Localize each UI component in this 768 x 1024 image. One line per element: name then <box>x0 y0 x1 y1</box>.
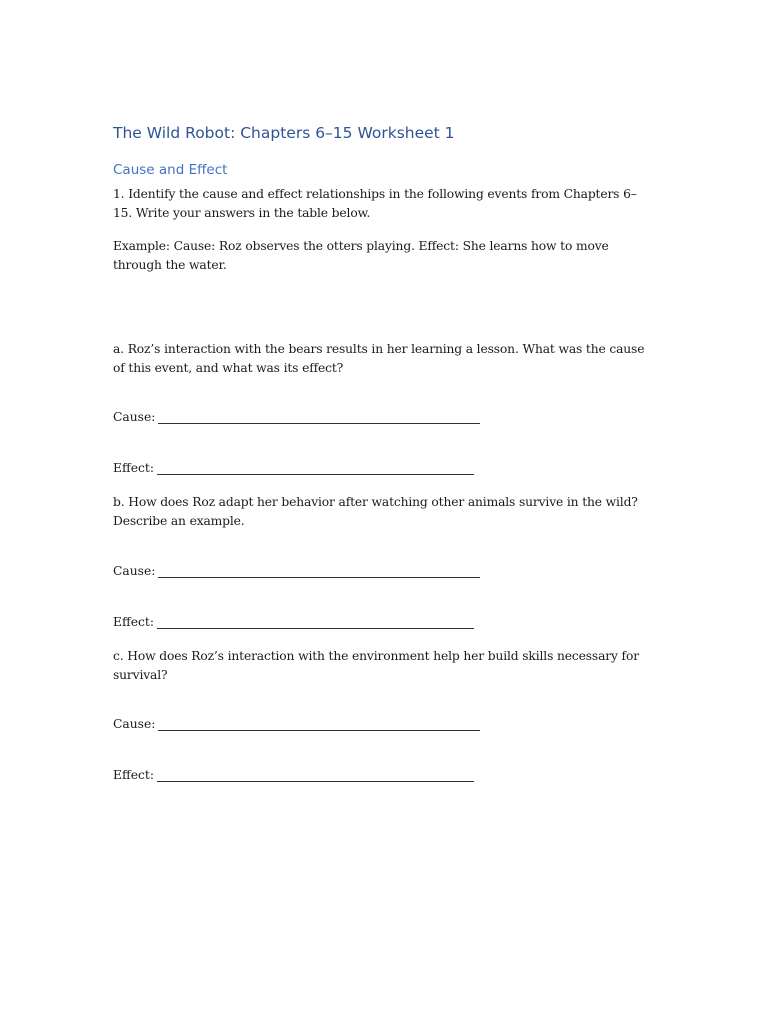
effect-label: Effect: <box>113 461 154 475</box>
question-a-prompt: a. Roz’s interaction with the bears results in her learning a lesson. What was the cause of this event, and what was its effect? <box>113 342 645 375</box>
question-c-prompt: c. How does Roz’s interaction with the environment help her build skills necessary for survival? <box>113 649 639 682</box>
question-c-cause-field[interactable] <box>113 717 480 731</box>
answer-blank[interactable] <box>158 411 480 424</box>
question-c-effect-field[interactable] <box>113 768 474 782</box>
example-text: Example: Cause: Roz observes the otters playing. Effect: She learns how to move through the water. <box>113 239 609 272</box>
answer-blank[interactable] <box>157 769 474 782</box>
cause-label: Cause: <box>113 564 156 578</box>
question-b-effect-field[interactable] <box>113 615 474 629</box>
question-a-cause-field[interactable] <box>113 410 480 424</box>
worksheet-title: The Wild Robot: Chapters 6–15 Worksheet 1 <box>113 124 455 142</box>
question-b-prompt: b. How does Roz adapt her behavior after watching other animals survive in the wild? Describe an example. <box>113 495 638 528</box>
effect-label: Effect: <box>113 615 154 629</box>
answer-blank[interactable] <box>158 718 480 731</box>
answer-blank[interactable] <box>157 616 474 629</box>
answer-blank[interactable] <box>157 462 474 475</box>
answer-blank[interactable] <box>158 565 480 578</box>
effect-label: Effect: <box>113 768 154 782</box>
question-b-cause-field[interactable] <box>113 564 480 578</box>
cause-label: Cause: <box>113 717 156 731</box>
intro-instructions: 1. Identify the cause and effect relationships in the following events from Chapters 6–15. Write your answers in the table below. <box>113 187 637 220</box>
cause-label: Cause: <box>113 410 156 424</box>
question-a-effect-field[interactable] <box>113 461 474 475</box>
section-heading: Cause and Effect <box>113 162 228 178</box>
